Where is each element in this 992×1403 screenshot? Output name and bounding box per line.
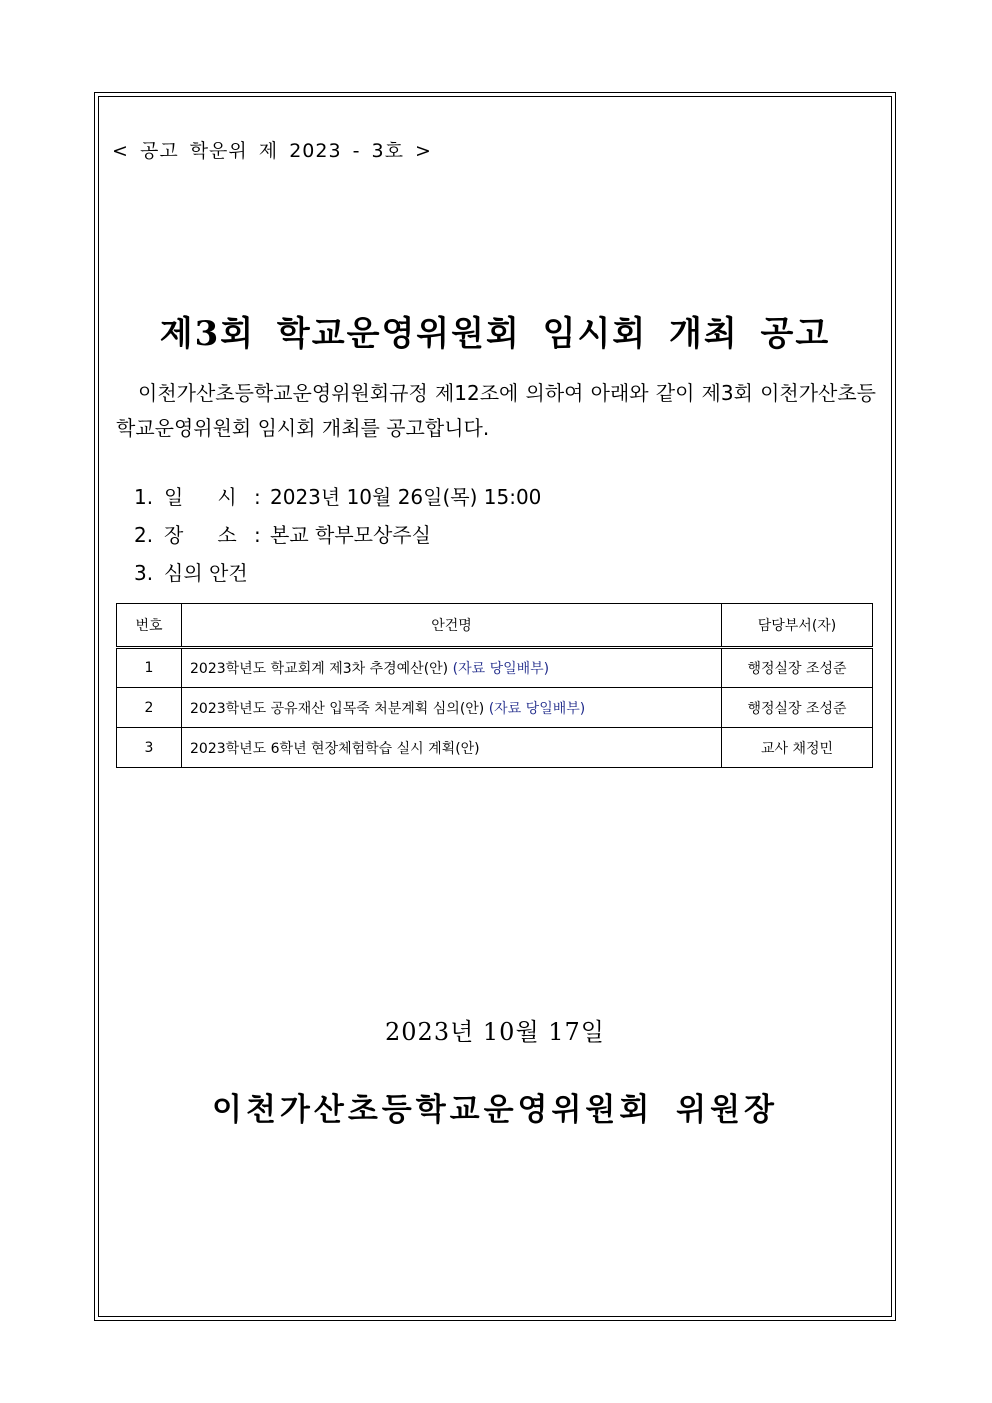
table-row [117,728,873,768]
item-label [164,520,254,550]
row-agenda-name [182,648,722,688]
item-label-first: 장 [164,523,184,547]
header-agenda-name: 안건명 [182,604,722,648]
item-label-second: 시 [217,485,237,509]
signer-title: 이천가산초등학교운영위원회 위원장 [212,1092,778,1128]
agenda-name-text: 2023학년도 학교회계 제3차 추경예산(안) [190,661,449,677]
item-separator: : [254,485,261,509]
agenda-name-text: 2023학년도 6학년 현장체험학습 실시 계획(안) [190,740,480,757]
meeting-details [134,482,541,596]
intro-paragraph [116,376,876,446]
header-department: 담당부서(자) [722,604,873,648]
table-header-row [117,604,873,648]
item-value: 본교 학부모상주실 [270,523,431,547]
row-agenda-name [182,688,722,728]
detail-datetime [134,482,541,520]
item-label-second: 소 [217,523,237,547]
row-department: 교사 채정민 [722,728,873,768]
item-separator: : [254,523,261,547]
table-row [117,648,873,688]
item-label: 심의 안건 [164,561,248,585]
row-department: 행정실장 조성준 [722,688,873,728]
agenda-name-text: 2023학년도 공유재산 입목죽 처분계획 심의(안) [190,700,485,717]
row-number: 1 [117,648,182,688]
intro-text: 이천가산초등학교운영위원회규정 제12조에 의하여 아래와 같이 제3회 이천가산초등학교운영위원회 임시회 개최를 공고합니다. [116,381,876,440]
item-number: 1. [134,485,154,509]
detail-location [134,520,541,558]
item-label [164,482,254,512]
row-agenda-name [182,728,722,768]
item-number: 3. [134,561,154,585]
row-number: 2 [117,688,182,728]
notice-date: 2023년 10월 17일 [385,1018,605,1046]
document-title: 제3회 학교운영위원회 임시회 개최 공고 [159,314,831,354]
agenda-note: (자료 당일배부) [452,661,550,677]
notice-number: < 공고 학운위 제 2023 - 3호 > [112,140,432,162]
detail-agenda-heading [134,558,541,596]
agenda-table [116,603,873,768]
item-value: 2023년 10월 26일(목) 15:00 [270,485,542,509]
row-department: 행정실장 조성준 [722,648,873,688]
row-number: 3 [117,728,182,768]
agenda-note: (자료 당일배부) [488,700,586,717]
item-label-first: 일 [164,485,184,509]
item-number: 2. [134,523,154,547]
table-row [117,688,873,728]
header-number: 번호 [117,604,182,648]
